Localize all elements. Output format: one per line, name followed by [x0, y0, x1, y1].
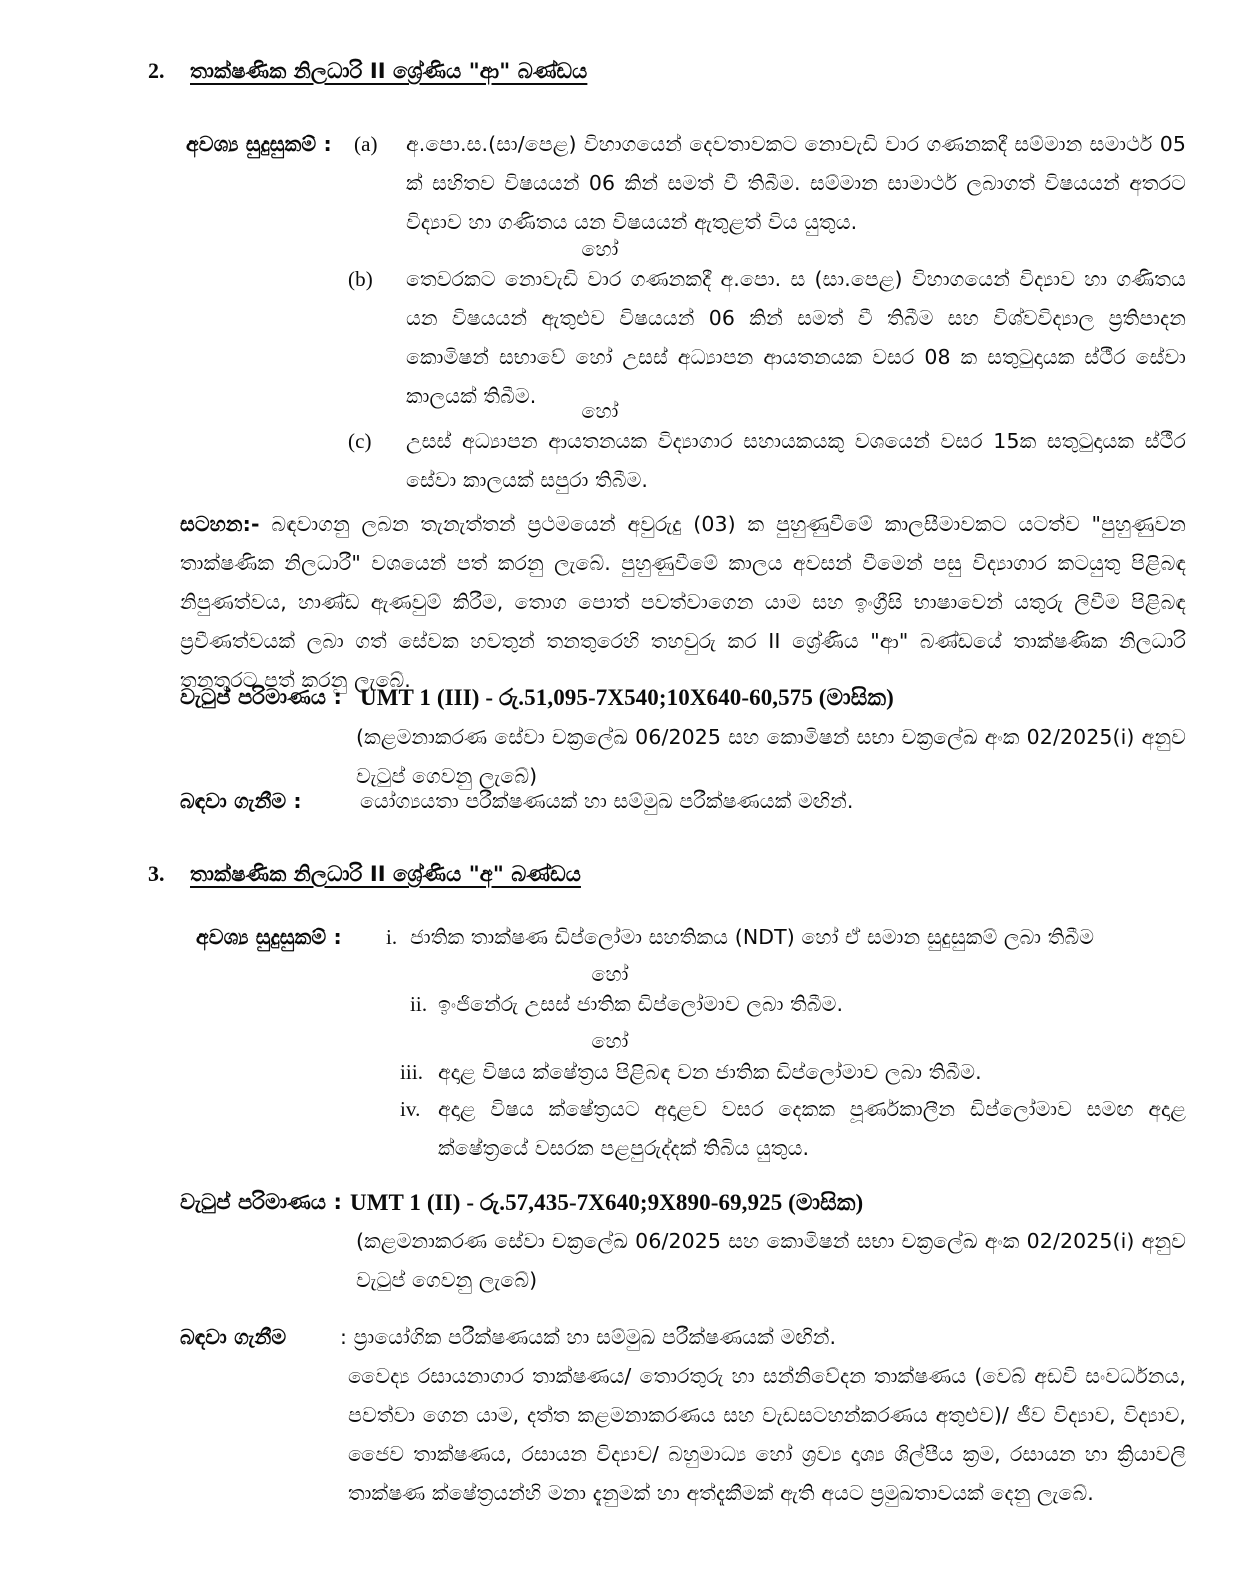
or-separator-2: හෝ — [581, 399, 619, 423]
section-2-recruitment — [180, 782, 1186, 821]
or-separator-4: හෝ — [591, 1029, 629, 1053]
item-marker-ii: ii. — [410, 992, 428, 1016]
section-2-heading — [148, 52, 587, 91]
item-text-iv: අදාළ විෂය ක්ෂේත්‍රයට අදාළව වසර දෙකක පූර්ණකාලීන ඩිප්ලෝමාව සමඟ අදාළ ක්ෂේත්‍රයේ වසරක පළපුරුද්දක් තිබිය යුතුය. — [438, 1097, 1186, 1160]
section-2-number: 2. — [148, 58, 165, 83]
item-text-a: අ.පො.ස.(සා/පෙළ) විහාගයෙන් දෙවතාවකට නොවැඩි වාර ගණනකදී සම්මාන සමාර්ථ 05 ක් සහිතව විෂයයන් 06 කින් සමත් වී තිබීම. සම්මාන සාමාර්ථ ලබාගත් විෂයයන් අතරට විද්‍යාව හා ගණිතය යන විෂයයන් ඇතුළත් විය යුතුය. — [406, 132, 1186, 234]
section-2-salary-note: (කළමනාකරණ සේවා චක්‍රලේඛ 06/2025 සහ කොමිෂන් සභා චක්‍රලේඛ අංක 02/2025(i) අනුව වැටුප් ගෙවනු ලැබේ) — [356, 725, 1186, 788]
salary-value-3: UMT 1 (II) - රු.57,435-7X640;9X890-69,925 (මාසික) — [350, 1190, 864, 1215]
section-3-recruitment-detail: වෛද්‍ය රසායනාගාර තාක්ෂණය/ තොරතුරු හා සන්නිවේදන තාක්ෂණය (වෙබ් අඩවි සංවර්ධනය, පවත්වා ගෙන යාම, දත්ත කළමනාකරණය සහ වැඩසටහන්කරණය අතුළුව)/ ජීව විද්‍යාව, විද්‍යාව, ජෛව තාක්ෂණය, රසායන විද්‍යාව/ බහුමාධ්‍ය හෝ ශ්‍රව්‍ය දෘශ්‍ය ශිල්පීය ක්‍රම, රසායන හා ක්‍රියාවලි තාක්ෂණ ක්ෂේත්‍රයන්හි මනා දැනුමක් හා අත්දැකීමක් ඇති අයට ප්‍රමුඛතාවයක් දෙනු ලැබේ. — [348, 1364, 1186, 1505]
note-label-2: සටහන:- — [180, 512, 260, 536]
or-separator-3: හෝ — [591, 962, 629, 986]
salary-value-2: UMT 1 (III) - රු.51,095-7X540;10X640-60,575 (මාසික) — [360, 685, 894, 710]
salary-label-3: වැටුප් පරිමාණය : — [180, 1190, 342, 1214]
section-3-number: 3. — [148, 861, 165, 886]
or-separator-1: හෝ — [581, 237, 619, 261]
section-3-item-iv — [400, 1090, 1186, 1168]
section-2-note — [180, 505, 1186, 700]
section-2-qualifications — [186, 125, 1186, 242]
qualifications-label-2: අවශ්‍ය සුදුසුකම් : — [186, 132, 332, 156]
recruitment-text-3: : ප්‍රායෝගික පරීක්ෂණයක් හා සම්මුඛ පරීක්ෂණයක් මඟින්. — [340, 1325, 837, 1349]
section-3-salary — [180, 1183, 1186, 1222]
section-2-salary — [180, 678, 1186, 717]
recruitment-label-3: බඳවා ගැනීම — [180, 1325, 287, 1349]
section-3-heading — [148, 855, 581, 894]
item-text-iii: අදාළ විෂය ක්ෂේත්‍රය පිළිබඳ වන ජාතික ඩිප්ලෝමාව ලබා තිබීම. — [438, 1060, 982, 1084]
note-text-2: බඳවාගනු ලබන තැනැත්තන් ප්‍රථමයෙන් අවුරුදු (03) ක පුහුණුවීමේ කාලසීමාවකට යටත්ව "පුහුණුවන තාක්ෂණික නිලධාරී" වශයෙන් පත් කරනු ලැබේ. පුහුණුවීමේ කාලය අවසන් වීමෙන් පසු විද්‍යාගාර කටයුතු පිළිබඳ නිපුණත්වය, හාණ්ඩ ඇණවුම් කිරීම, තොග පොත් පවත්වාගෙන යාම සහ ඉංග්‍රීසි භාෂාවෙන් යතුරු ලිවීම පිළිබඳ ප්‍රවීණත්වයක් ලබා ගත් සේවක හවතුන් තනතුරෙහි තහවුරු කර II ශ්‍රේණිය "ආ" බණ්ඩයේ තාක්ෂණික නිලධාරි තනතුරට පත් කරනු ලැබේ. — [180, 512, 1186, 692]
section-3-salary-note: (කළමනාකරණ සේවා චක්‍රලේඛ 06/2025 සහ කොමිෂන් සභා චක්‍රලේඛ අංක 02/2025(i) අනුව වැටුප් ගෙවනු ලැබේ) — [356, 1229, 1186, 1292]
section-2-title: තාක්ෂණික නිලධාරි II ශ්‍රේණිය "ආ" බණ්ඩය — [190, 59, 588, 83]
section-3-title: තාක්ෂණික නිලධාරි II ශ්‍රේණිය "අ" බණ්ඩය — [190, 862, 581, 886]
section-2-item-c — [348, 422, 1186, 500]
salary-label-2: වැටුප් පරිමාණය : — [180, 685, 342, 709]
section-3-recruitment — [180, 1318, 1186, 1357]
recruitment-text-2: යෝග්‍යයතා පරීක්ෂණයක් හා සම්මුඛ පරීක්ෂණයක් මඟින්. — [360, 789, 854, 813]
item-marker-b: (b) — [348, 267, 373, 291]
section-3-qualifications — [196, 918, 1186, 957]
recruitment-label-2: බඳවා ගැනීම : — [180, 789, 302, 813]
item-marker-a: (a) — [354, 132, 378, 156]
item-marker-iii: iii. — [400, 1060, 424, 1084]
item-marker-c: (c) — [348, 429, 372, 453]
item-marker-i: i. — [386, 925, 398, 949]
item-text-i: ජාතික තාක්ෂණ ඩිප්ලෝමා සහතිකය (NDT) හෝ ඒ සමාන සුදුසුකම් ලබා තිබීම — [410, 925, 1095, 949]
item-marker-iv: iv. — [400, 1097, 421, 1121]
item-text-c: උසස් අධ්‍යාපන ආයතනයක විද්‍යාගාර සහායකයකු වශයෙන් වසර 15ක සතුටුදායක ස්ථීර සේවා කාලයක් සපුරා තිබීම. — [406, 429, 1186, 492]
section-3-item-iii — [400, 1053, 1186, 1092]
item-text-b: තෙවරකට නොවැඩි වාර ගණනකදී අ.පො. ස (සා.පෙළ) විහාගයෙන් විද්‍යාව හා ගණිතය යන විෂයයන් ඇතුළුව විෂයයන් 06 කින් සමත් වී තිබීම සහ විශ්වවිද්‍යාල ප්‍රතිපාදන කොමිෂන් සභාවේ හෝ උසස් අධ්‍යාපන ආයතනයක වසර 08 ක සතුටුදායක ස්ථීර සේවා කාලයක් තිබීම. — [406, 267, 1186, 408]
section-3-item-ii — [410, 985, 1186, 1024]
item-text-ii: ඉංජිනේරු උසස් ජාතික ඩිප්ලෝමාව ලබා තිබීම. — [438, 992, 844, 1016]
qualifications-label-3: අවශ්‍ය සුදුසුකම් : — [196, 925, 342, 949]
